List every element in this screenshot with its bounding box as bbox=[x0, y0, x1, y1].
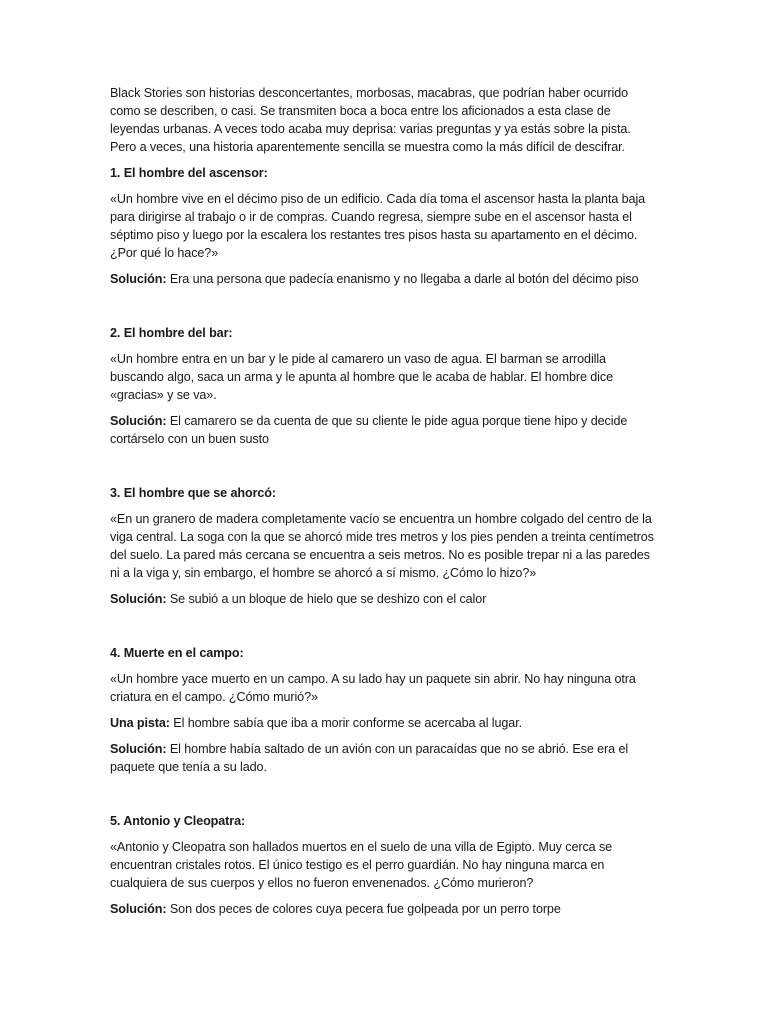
solution-label: Solución: bbox=[110, 742, 167, 756]
story-4-text: «Un hombre yace muerto en un campo. A su lado hay un paquete sin abrir. No hay ninguna otra criatura en el campo. ¿Cómo murió?» bbox=[110, 672, 636, 704]
story-1-title: 1. El hombre del ascensor: bbox=[110, 166, 268, 180]
story-separator bbox=[110, 784, 655, 812]
story-1-solution bbox=[110, 270, 655, 288]
document-page bbox=[110, 84, 655, 926]
solution-label: Solución: bbox=[110, 902, 167, 916]
story-3-solution-text: Se subió a un bloque de hielo que se deshizo con el calor bbox=[169, 592, 487, 606]
story-1-solution-text: Era una persona que padecía enanismo y no llegaba a darle al botón del décimo piso bbox=[169, 272, 639, 286]
story-separator bbox=[110, 296, 655, 324]
story-5-title: 5. Antonio y Cleopatra: bbox=[110, 814, 246, 828]
solution-label: Solución: bbox=[110, 414, 167, 428]
story-4-hint-text: El hombre sabía que iba a morir conforme se acercaba al lugar. bbox=[173, 716, 523, 730]
story-5-text: «Antonio y Cleopatra son hallados muertos en el suelo de una villa de Egipto. Muy cerca se encuentran cristales rotos. El único testigo es el perro guardián. No hay ninguna marca en cualquiera de sus cuerpos y ellos no fueron envenenados. ¿Cómo murieron? bbox=[110, 840, 613, 890]
story-2-solution bbox=[110, 412, 655, 448]
story-3-solution bbox=[110, 590, 655, 608]
story-5-solution-text: Son dos peces de colores cuya pecera fue golpeada por un perro torpe bbox=[169, 902, 561, 916]
story-separator bbox=[110, 456, 655, 484]
story-4-hint bbox=[110, 714, 655, 732]
story-2-solution-text: El camarero se da cuenta de que su cliente le pide agua porque tiene hipo y decide cortárselo con un buen susto bbox=[110, 414, 628, 446]
story-4-solution bbox=[110, 740, 655, 776]
story-3-text: «En un granero de madera completamente vacío se encuentra un hombre colgado del centro de la viga central. La soga con la que se ahorcó mide tres metros y los pies penden a treinta centímetros del suelo. La pared más cercana se encuentra a seis metros. No es posible trepar ni a las paredes ni a la viga y, sin embargo, el hombre se ahorcó a sí mismo. ¿Cómo lo hizo?» bbox=[110, 512, 654, 580]
story-4-solution-text: El hombre había saltado de un avión con un paracaídas que no se abrió. Ese era el paquete que tenía a su lado. bbox=[110, 742, 629, 774]
story-3-title: 3. El hombre que se ahorcó: bbox=[110, 486, 276, 500]
story-2-title: 2. El hombre del bar: bbox=[110, 326, 233, 340]
story-4-title: 4. Muerte en el campo: bbox=[110, 646, 244, 660]
story-2-text: «Un hombre entra en un bar y le pide al camarero un vaso de agua. El barman se arrodilla buscando algo, saca un arma y le apunta al hombre que le acaba de hablar. El hombre dice «gracias» y se va». bbox=[110, 352, 613, 402]
solution-label: Solución: bbox=[110, 272, 167, 286]
hint-label: Una pista: bbox=[110, 716, 170, 730]
story-1-text: «Un hombre vive en el décimo piso de un edificio. Cada día toma el ascensor hasta la planta baja para dirigirse al trabajo o ir de compras. Cuando regresa, siempre sube en el ascensor hasta el séptimo piso y luego por la escalera los restantes tres pisos hasta su apartamento en el décimo. ¿Por qué lo hace?» bbox=[110, 192, 646, 260]
solution-label: Solución: bbox=[110, 592, 167, 606]
story-separator bbox=[110, 616, 655, 644]
story-5-solution bbox=[110, 900, 655, 918]
intro-paragraph: Black Stories son historias desconcertantes, morbosas, macabras, que podrían haber ocurrido como se describen, o casi. Se transmiten boca a boca entre los aficionados a esta clase de leyendas urbanas. A veces todo acaba muy deprisa: varias preguntas y ya estás sobre la pista. Pero a veces, una historia aparentemente sencilla se muestra como la más difícil de descifrar. bbox=[110, 86, 631, 154]
